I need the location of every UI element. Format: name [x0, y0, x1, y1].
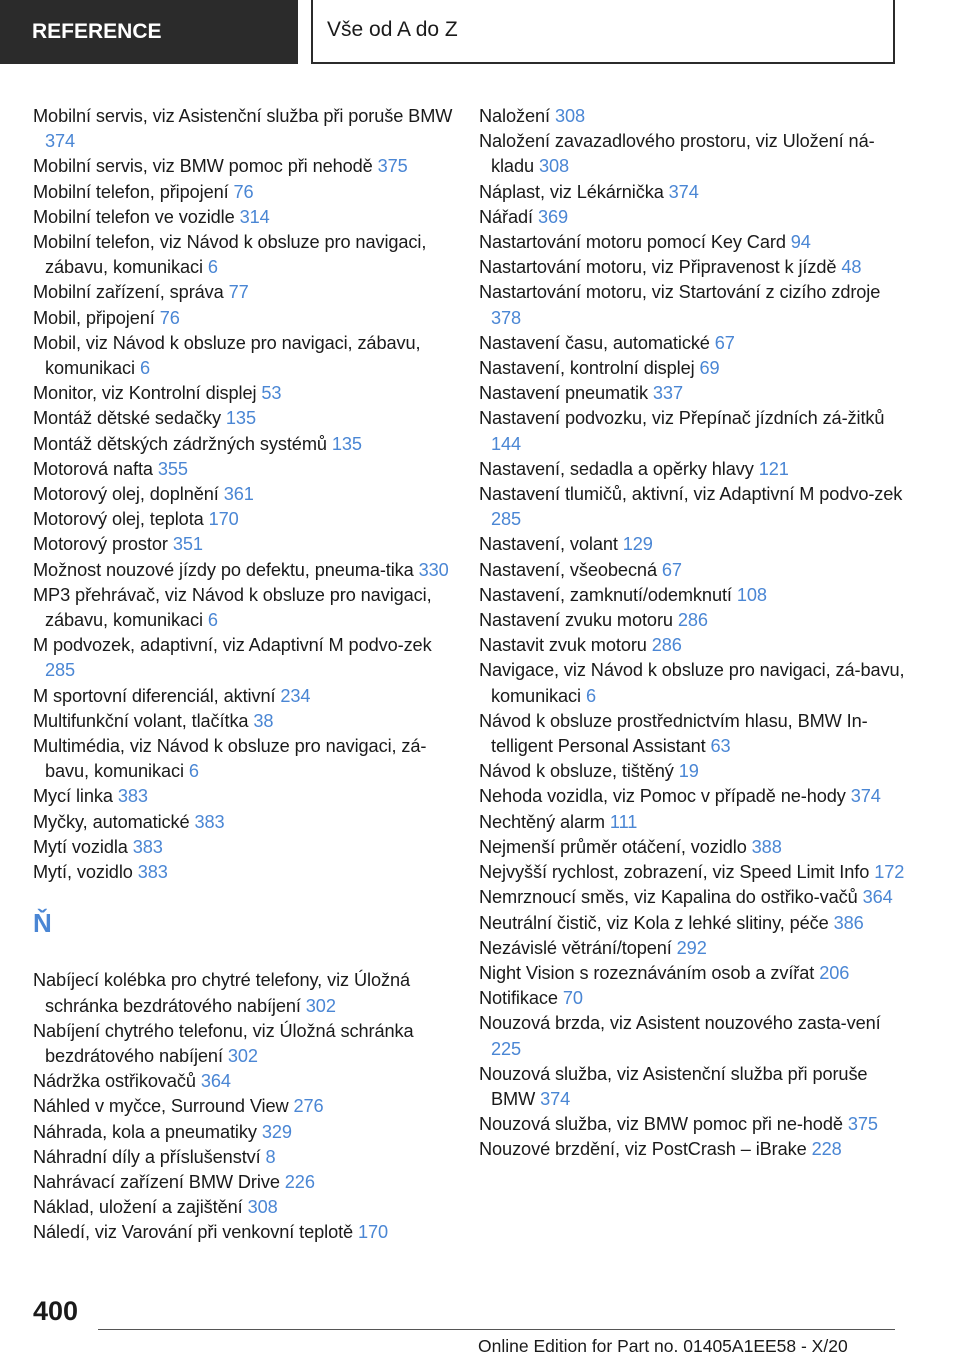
index-entry-text: Nejmenší průměr otáčení, vozidlo [479, 836, 747, 857]
index-entry [479, 885, 909, 910]
page-link[interactable]: 286 [651, 635, 682, 656]
index-entry-text: Motorový prostor [33, 534, 168, 555]
page-link[interactable]: 76 [159, 307, 180, 328]
index-entry [33, 1069, 459, 1094]
index-entry [33, 583, 459, 633]
index-entry [33, 1220, 459, 1245]
index-list-n [33, 968, 459, 1245]
page-link[interactable]: 375 [377, 156, 408, 177]
page-link[interactable]: 53 [261, 383, 282, 404]
index-entry-text: Nabíjecí kolébka pro chytré telefony, viz Úložná schránka bezdrátového nabíjení [33, 970, 410, 1016]
page-link[interactable]: 144 [491, 433, 522, 454]
index-column-left [33, 104, 459, 1246]
page-link[interactable]: 69 [699, 358, 720, 379]
index-entry-text: Nastavení, všeobecná [479, 559, 657, 580]
page-link[interactable]: 6 [585, 685, 596, 706]
page-link[interactable]: 308 [247, 1197, 278, 1218]
index-entry-text: Motorový olej, teplota [33, 509, 204, 530]
page-link[interactable]: 383 [137, 862, 168, 883]
index-entry-text: Naložení zavazadlového prostoru, viz Uložení ná‐kladu [479, 131, 875, 177]
index-entry-text: Neutrální čistič, viz Kola z lehké slitiny, péče [479, 912, 829, 933]
index-entry-text: Nastartování motoru pomocí Key Card [479, 232, 786, 253]
index-entry [479, 633, 909, 658]
page-link[interactable]: 8 [265, 1146, 276, 1167]
index-entry-text: Naložení [479, 106, 550, 126]
index-entry-text: Motorová nafta [33, 458, 153, 479]
page-link[interactable]: 129 [622, 534, 653, 555]
index-entry-text: Nechtěný alarm [479, 811, 605, 832]
page-link[interactable]: 364 [862, 887, 893, 908]
header-title-text: Vše od A do Z [327, 18, 458, 41]
index-entry-text: Mobilní servis, viz Asistenční služba při poruše BMW [33, 106, 453, 126]
index-entry [33, 860, 459, 885]
index-entry-text: Nastavení, kontrolní displej [479, 358, 695, 379]
page-link[interactable]: 386 [833, 912, 864, 933]
index-entry [479, 255, 909, 280]
index-entry-text: Nastavení tlumičů, aktivní, viz Adaptivní M podvo‐zek [479, 484, 903, 505]
index-entry-text: Mobil, viz Návod k obsluze pro navigaci, zábavu, komunikaci [33, 332, 421, 379]
index-entry [479, 381, 909, 406]
page-link[interactable]: 383 [117, 786, 148, 807]
index-entry-text: Notifikace [479, 988, 558, 1009]
index-entry-text: Nabíjení chytrého telefonu, viz Úložná schránka bezdrátového nabíjení [33, 1020, 414, 1066]
page-link[interactable]: 234 [280, 685, 311, 706]
index-entry-text: Návod k obsluze, tištěný [479, 761, 674, 782]
page-link[interactable]: 6 [188, 761, 199, 782]
index-entry-text: Náledí, viz Varování při venkovní teplotě [33, 1222, 354, 1243]
index-entry-text: Nouzová brzda, viz Asistent nouzového zasta‐vení [479, 1013, 881, 1034]
page-link[interactable]: 38 [253, 710, 274, 731]
index-entry-text: Navigace, viz Návod k obsluze pro navigaci, zá‐bavu, komunikaci [479, 660, 905, 706]
index-entry-text: Náklad, uložení a zajištění [33, 1197, 243, 1218]
page-link[interactable]: 351 [172, 534, 203, 555]
index-entry [479, 759, 909, 784]
index-entry [33, 331, 459, 381]
index-entry-text: Náhradní díly a příslušenství [33, 1146, 261, 1167]
index-entry-text: Náhrada, kola a pneumatiky [33, 1121, 257, 1142]
index-entry [479, 1062, 909, 1112]
index-entry [479, 608, 909, 633]
index-entry-text: Nejvyšší rychlost, zobrazení, viz Speed Limit Info [479, 862, 870, 883]
page-link[interactable]: 364 [200, 1071, 231, 1092]
page-link[interactable]: 374 [668, 181, 699, 202]
index-entry [33, 406, 459, 431]
page-link[interactable]: 6 [207, 610, 218, 631]
index-entry-text: Mobilní zařízení, správa [33, 282, 224, 303]
index-entry-text: Návod k obsluze prostřednictvím hlasu, BMW In‐telligent Personal Assistant [479, 710, 868, 757]
index-entry [479, 331, 909, 356]
index-entry-text: Mobilní telefon ve vozidle [33, 206, 235, 227]
page-link[interactable]: 375 [847, 1114, 878, 1135]
index-entry-text: Nahrávací zařízení BMW Drive [33, 1171, 280, 1192]
index-entry [33, 280, 459, 305]
page-link[interactable]: 67 [661, 559, 682, 580]
page-link[interactable]: 77 [228, 282, 249, 303]
index-entry-text: Nehoda vozidla, viz Pomoc v případě ne‐hody [479, 786, 846, 807]
page-link[interactable]: 121 [758, 458, 789, 479]
index-entry-text: Nouzová služba, viz Asistenční služba při poruše BMW [479, 1063, 868, 1109]
page-link[interactable]: 361 [223, 484, 254, 505]
page-link[interactable]: 355 [157, 458, 188, 479]
page-link[interactable]: 374 [850, 786, 881, 807]
index-entry-text: Mobilní telefon, připojení [33, 181, 229, 202]
index-entry-text: Nouzová služba, viz BMW pomoc při ne‐hodě [479, 1114, 843, 1135]
page-link[interactable]: 302 [305, 995, 336, 1016]
page-link[interactable]: 111 [609, 811, 638, 832]
page-link[interactable]: 135 [331, 433, 362, 454]
index-entry [33, 558, 459, 583]
page-link[interactable]: 302 [227, 1045, 258, 1066]
index-entry-text: Monitor, viz Kontrolní displej [33, 383, 257, 404]
page-link[interactable]: 108 [736, 584, 767, 605]
index-entry-text: Mytí, vozidlo [33, 862, 133, 883]
page-link[interactable]: 19 [678, 761, 699, 782]
index-entry [33, 1019, 459, 1069]
index-entry [479, 911, 909, 936]
index-entry [479, 986, 909, 1011]
page-link[interactable]: 369 [537, 206, 568, 227]
page-link[interactable]: 314 [239, 206, 270, 227]
index-list-m [33, 104, 459, 885]
index-entry [479, 835, 909, 860]
index-entry-text: Náhled v myčce, Surround View [33, 1096, 289, 1117]
page-link[interactable]: 383 [194, 811, 225, 832]
index-entry [33, 180, 459, 205]
index-entry-text: Mycí linka [33, 786, 113, 807]
index-entry [479, 860, 909, 885]
index-entry [33, 1094, 459, 1119]
index-entry [479, 658, 909, 708]
index-entry-text: Nastavení, sedadla a opěrky hlavy [479, 458, 754, 479]
index-entry-text: Nastavení, zamknutí/odemknutí [479, 584, 732, 605]
index-entry [33, 457, 459, 482]
page-link[interactable]: 308 [554, 106, 585, 126]
index-entry [33, 104, 459, 154]
index-entry [33, 1170, 459, 1195]
index-entry [33, 381, 459, 406]
index-entry [479, 482, 909, 532]
index-entry [479, 104, 909, 129]
index-entry-text: Nastartování motoru, viz Startování z cizího zdroje [479, 282, 881, 303]
index-entry [33, 633, 459, 683]
page-link[interactable]: 170 [208, 509, 239, 530]
index-entry-text: Nastavení pneumatik [479, 383, 648, 404]
page-link[interactable]: 308 [538, 156, 569, 177]
section-tab [0, 0, 298, 64]
index-entry-text: Nastavit zvuk motoru [479, 635, 647, 656]
index-entry [33, 205, 459, 230]
index-entry [33, 835, 459, 860]
index-entry [33, 734, 459, 784]
page-link[interactable]: 67 [714, 332, 735, 353]
page-link[interactable]: 286 [677, 610, 708, 631]
page-link[interactable]: 374 [540, 1088, 571, 1109]
page-link[interactable]: 276 [293, 1096, 324, 1117]
index-column-right [479, 104, 909, 1163]
page-link[interactable]: 6 [207, 257, 218, 278]
page-link[interactable]: 228 [811, 1139, 842, 1160]
index-entry [479, 784, 909, 809]
page-link[interactable]: 285 [45, 660, 76, 681]
index-entry-text: Mobil, připojení [33, 307, 155, 328]
index-entry-text: Mobilní servis, viz BMW pomoc při nehodě [33, 156, 373, 177]
index-entry [33, 1120, 459, 1145]
index-entry-text: MP3 přehrávač, viz Návod k obsluze pro navigaci, zábavu, komunikaci [33, 584, 432, 631]
index-entry [33, 507, 459, 532]
index-entry [479, 180, 909, 205]
index-entry-text: Nádržka ostřikovačů [33, 1071, 196, 1092]
index-entry [479, 205, 909, 230]
index-entry-text: Nastavení, volant [479, 534, 618, 555]
page-link[interactable]: 330 [418, 559, 449, 580]
index-entry-text: Myčky, automatické [33, 811, 190, 832]
index-entry [479, 230, 909, 255]
index-entry [33, 432, 459, 457]
index-entry-text: Možnost nouzové jízdy po defektu, pneuma‐tika [33, 559, 414, 580]
index-entry [479, 129, 909, 179]
index-entry-text: Mytí vozidla [33, 836, 128, 857]
page-header-title [311, 0, 895, 64]
index-letter-heading: Ň [33, 908, 52, 939]
page-number: 400 [33, 1296, 79, 1326]
page-link[interactable]: 135 [225, 408, 256, 429]
page-link[interactable]: 383 [132, 836, 163, 857]
index-entry [33, 532, 459, 557]
index-entry-text: Nezávislé větrání/topení [479, 937, 672, 958]
index-entry-text: M podvozek, adaptivní, viz Adaptivní M podvo‐zek [33, 635, 432, 656]
index-entry-text: Nastavení podvozku, viz Přepínač jízdních zá‐žitků [479, 408, 885, 429]
index-entry [33, 1195, 459, 1220]
page-link[interactable]: 70 [562, 988, 583, 1009]
index-entry [33, 968, 459, 1018]
page-link[interactable]: 63 [710, 736, 731, 757]
section-label: REFERENCE [32, 20, 162, 43]
index-entry [479, 810, 909, 835]
index-entry-text: Nemrznoucí směs, viz Kapalina do ostřiko‐vačů [479, 887, 858, 908]
page-link[interactable]: 6 [139, 358, 150, 379]
index-entry [33, 306, 459, 331]
index-entry-text: Mobilní telefon, viz Návod k obsluze pro navigaci, zábavu, komunikaci [33, 232, 427, 278]
page-link[interactable]: 225 [491, 1038, 522, 1059]
index-entry [33, 154, 459, 179]
index-entry [33, 810, 459, 835]
page-link[interactable]: 170 [358, 1222, 389, 1243]
page-link[interactable]: 226 [284, 1171, 315, 1192]
footer-divider [98, 1329, 895, 1330]
index-entry [479, 356, 909, 381]
index-entry-text: Nastartování motoru, viz Připravenost k jízdě [479, 257, 837, 278]
page-link[interactable]: 94 [790, 232, 811, 253]
index-entry [33, 784, 459, 809]
index-entry [479, 280, 909, 330]
index-entry-text: Motorový olej, doplnění [33, 484, 219, 505]
index-entry [479, 532, 909, 557]
page-link[interactable]: 172 [874, 862, 905, 883]
index-entry-text: Nastavení času, automatické [479, 332, 710, 353]
index-entry [33, 709, 459, 734]
page-link[interactable]: 76 [233, 181, 254, 202]
footer-edition: Online Edition for Part no. 01405A1EE58 - X/20 [478, 1336, 848, 1356]
index-entry-text: Montáž dětských zádržných systémů [33, 433, 327, 454]
page-link[interactable]: 329 [261, 1121, 292, 1142]
index-entry [479, 406, 909, 456]
page-link[interactable]: 378 [491, 307, 522, 328]
index-entry-text: M sportovní diferenciál, aktivní [33, 685, 276, 706]
index-entry-text: Multimédia, viz Návod k obsluze pro navigaci, zá‐bavu, komunikaci [33, 736, 427, 782]
index-entry [479, 1011, 909, 1061]
page-link[interactable]: 337 [652, 383, 683, 404]
index-entry-text: Nouzové brzdění, viz PostCrash – iBrake [479, 1139, 807, 1160]
index-entry [479, 936, 909, 961]
index-entry [479, 583, 909, 608]
index-entry-text: Multifunkční volant, tlačítka [33, 710, 249, 731]
index-entry-text: Nářadí [479, 206, 533, 227]
index-entry [33, 684, 459, 709]
index-entry [479, 709, 909, 759]
page-link[interactable]: 48 [841, 257, 862, 278]
page-link[interactable]: 285 [491, 509, 522, 530]
index-entry-text: Night Vision s rozeznáváním osob a zvířat [479, 962, 815, 983]
index-entry [479, 558, 909, 583]
index-entry [33, 230, 459, 280]
index-entry-text: Náplast, viz Lékárnička [479, 181, 664, 202]
page-link[interactable]: 206 [819, 962, 850, 983]
index-entry [33, 482, 459, 507]
page-link[interactable]: 388 [751, 836, 782, 857]
page-link[interactable]: 374 [45, 131, 76, 152]
index-entry [479, 1112, 909, 1137]
index-entry [479, 457, 909, 482]
index-entry-text: Montáž dětské sedačky [33, 408, 221, 429]
index-entry-text: Nastavení zvuku motoru [479, 610, 673, 631]
index-entry [33, 1145, 459, 1170]
index-entry [479, 961, 909, 986]
index-list-n-continued [479, 104, 909, 1163]
page-link[interactable]: 292 [676, 937, 707, 958]
index-entry [479, 1137, 909, 1162]
